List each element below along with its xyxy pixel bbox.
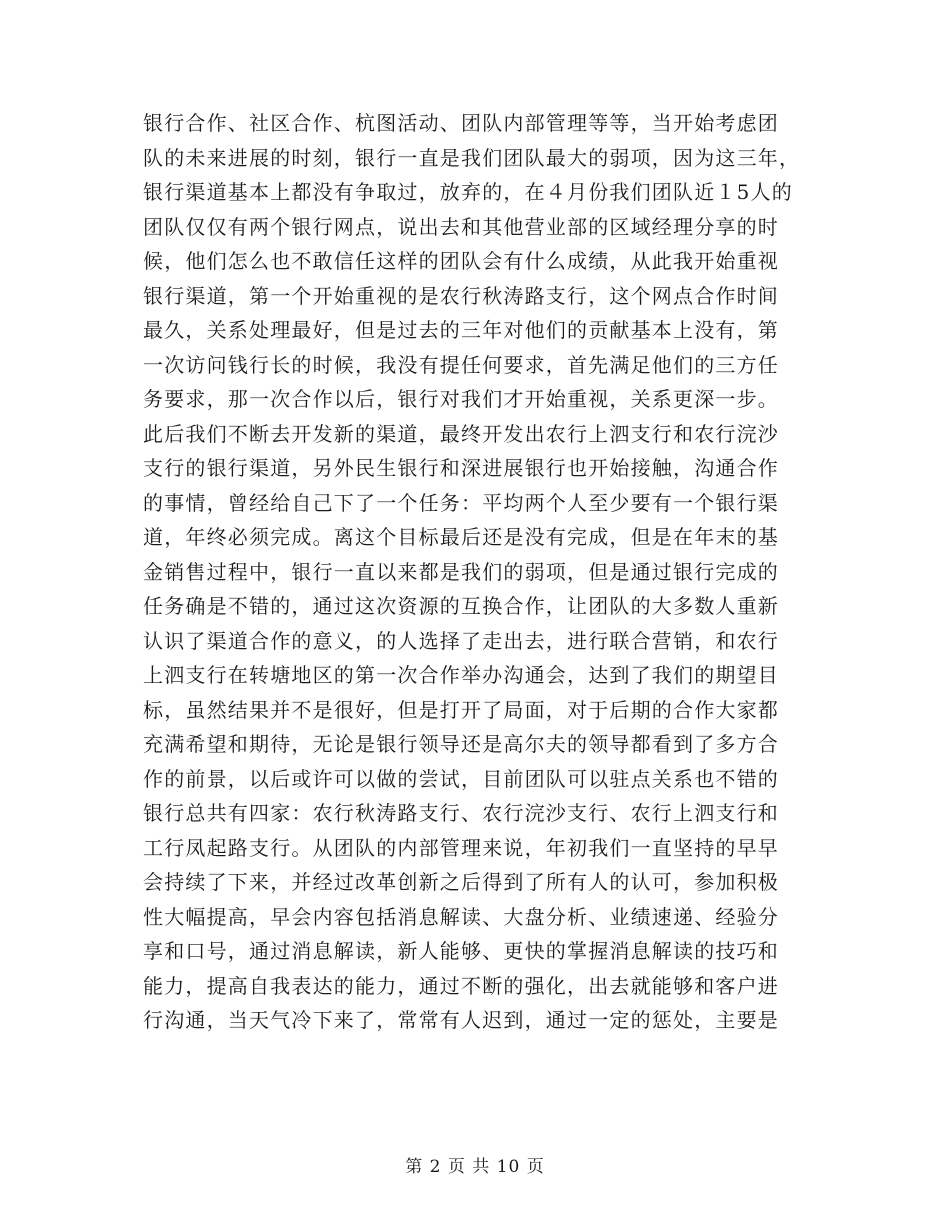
text-line: 上泗支行在转塘地区的第一次合作举办沟通会，达到了我们的期望目 [143, 663, 779, 687]
text-line: 认识了渠道合作的意义，的人选择了走出去，进行联合营销，和农行 [143, 628, 779, 653]
text-line: 道，年终必须完成。离这个目标最后还是没有完成，但是在年末的基 [143, 525, 779, 549]
text-line: 行沟通，当天气冷下来了，常常有人迟到，通过一定的惩处，主要是 [143, 1008, 779, 1032]
text-line: 银行合作、社区合作、杭图活动、团队内部管理等等，当开始考虑团 [143, 111, 779, 135]
text-line: 队的未来进展的时刻，银行一直是我们团队最大的弱项，因为这三年， [143, 145, 801, 170]
text-line: 的事情，曾经给自己下了一个任务：平均两个人至少要有一个银行渠 [143, 490, 779, 515]
text-line: 银行渠道，第一个开始重视的是农行秋涛路支行，这个网点合作时间 [143, 283, 779, 308]
text-line: 任务确是不错的，通过这次资源的互换合作，让团队的大多数人重新 [143, 594, 779, 618]
text-line: 银行渠道基本上都没有争取过，放弃的，在４月份我们团队近１5人的 [143, 180, 793, 204]
text-line: 作的前景，以后或许可以做的尝试，目前团队可以驻点关系也不错的 [143, 766, 779, 791]
page-number-footer: 第 2 页 共 10 页 [405, 1157, 545, 1177]
text-line: 支行的银行渠道，另外民生银行和深进展银行也开始接触，沟通合作 [143, 456, 779, 480]
text-line: 候，他们怎么也不敢信任这样的团队会有什么成绩，从此我开始重视 [143, 249, 779, 273]
text-line: 能力，提高自我表达的能力，通过不断的强化，出去就能够和客户进 [143, 973, 779, 998]
text-line: 银行总共有四家：农行秋涛路支行、农行浣沙支行、农行上泗支行和 [143, 801, 779, 825]
text-line: 此后我们不断去开发新的渠道，最终开发出农行上泗支行和农行浣沙 [143, 421, 779, 446]
text-line: 享和口号，通过消息解读，新人能够、更快的掌握消息解读的技巧和 [143, 939, 779, 963]
text-line: 标，虽然结果并不是很好，但是打开了局面，对于后期的合作大家都 [143, 697, 779, 722]
body-text [143, 106, 808, 1038]
text-line: 充满希望和期待，无论是银行领导还是高尔夫的领导都看到了多方合 [143, 732, 779, 756]
text-line: 最久，关系处理最好，但是过去的三年对他们的贡献基本上没有，第 [143, 318, 779, 342]
text-line: 工行凤起路支行。从团队的内部管理来说，年初我们一直坚持的早早 [143, 835, 779, 860]
text-line: 一次访问钱行长的时候，我没有提任何要求，首先满足他们的三方任 [143, 352, 779, 377]
text-line: 金销售过程中，银行一直以来都是我们的弱项，但是通过银行完成的 [143, 559, 779, 584]
text-line: 会持续了下来，并经过改革创新之后得到了所有人的认可，参加积极 [143, 870, 779, 894]
text-line: 务要求，那一次合作以后，银行对我们才开始重视，关系更深一步。 [143, 387, 779, 411]
text-line: 性大幅提高，早会内容包括消息解读、大盘分析、业绩速递、经验分 [143, 904, 779, 929]
text-line: 团队仅仅有两个银行网点，说出去和其他营业部的区域经理分享的时 [143, 214, 779, 239]
